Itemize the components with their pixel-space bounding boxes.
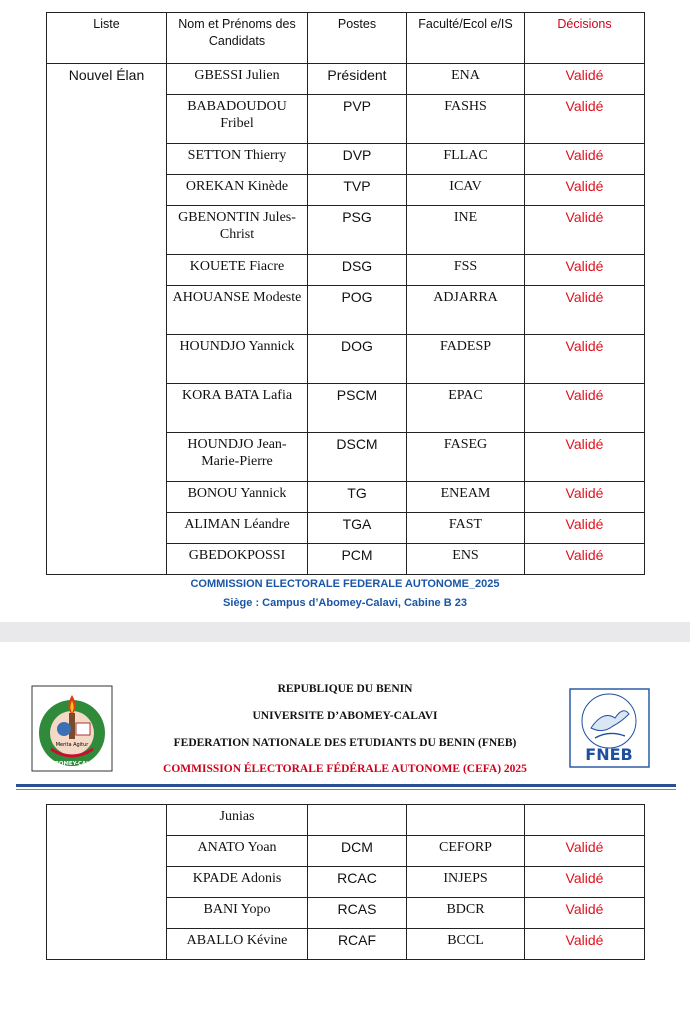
candidate-name: GBEDOKPOSSI [167,544,308,575]
decision-cell: Validé [525,384,645,433]
faculte-cell: ENS [407,544,525,575]
poste-cell: POG [308,286,407,335]
decision-cell: Validé [525,286,645,335]
candidate-name: KPADE Adonis [167,867,308,898]
poste-cell: TVP [308,175,407,206]
decision-cell: Validé [525,513,645,544]
decision-cell: Validé [525,175,645,206]
decision-cell [525,805,645,836]
faculte-cell: FLLAC [407,144,525,175]
faculte-cell: ICAV [407,175,525,206]
candidate-name: ALIMAN Léandre [167,513,308,544]
poste-cell: RCAC [308,867,407,898]
decision-cell: Validé [525,255,645,286]
faculte-cell: FSS [407,255,525,286]
faculte-cell [407,805,525,836]
faculte-cell: INJEPS [407,867,525,898]
poste-cell: DSCM [308,433,407,482]
decision-cell: Validé [525,482,645,513]
faculte-cell: FASHS [407,95,525,144]
decision-cell: Validé [525,64,645,95]
poste-cell: TG [308,482,407,513]
table-row [47,64,645,95]
candidate-name: BONOU Yannick [167,482,308,513]
candidate-name: KOUETE Fiacre [167,255,308,286]
liste-cell-empty [47,805,167,960]
candidate-name: ANATO Yoan [167,836,308,867]
candidate-name: HOUNDJO Yannick [167,335,308,384]
decision-cell: Validé [525,144,645,175]
fneb-logo [569,688,650,768]
poste-cell: DVP [308,144,407,175]
faculte-cell: FAST [407,513,525,544]
header-decisions: Décisions [525,13,645,64]
poste-cell: RCAS [308,898,407,929]
candidate-name: HOUNDJO Jean-Marie-Pierre [167,433,308,482]
table-row [47,805,645,836]
header-nom: Nom et Prénoms des Candidats [167,13,308,64]
poste-cell: DOG [308,335,407,384]
candidate-name: GBESSI Julien [167,64,308,95]
decision-cell: Validé [525,335,645,384]
poste-cell: PSCM [308,384,407,433]
poste-cell [308,805,407,836]
poste-cell: Président [308,64,407,95]
decision-cell: Validé [525,898,645,929]
svg-text:Merita Agitur: Merita Agitur [55,742,89,748]
candidate-name: OREKAN Kinède [167,175,308,206]
header-divider [16,784,676,787]
header-faculte: Faculté/Ecol e/IS [407,13,525,64]
faculte-cell: ENA [407,64,525,95]
faculte-cell: ADJARRA [407,286,525,335]
faculte-cell: EPAC [407,384,525,433]
candidates-table [46,12,645,575]
poste-cell: DSG [308,255,407,286]
faculte-cell: INE [407,206,525,255]
header-liste: Liste [47,13,167,64]
candidate-name: KORA BATA Lafia [167,384,308,433]
decision-cell: Validé [525,836,645,867]
candidate-name: AHOUANSE Modeste [167,286,308,335]
faculte-cell: FASEG [407,433,525,482]
poste-cell: PVP [308,95,407,144]
svg-text:FNEB: FNEB [585,745,633,764]
decision-cell: Validé [525,206,645,255]
candidate-name: Junias [167,805,308,836]
poste-cell: PSG [308,206,407,255]
decision-cell: Validé [525,867,645,898]
header-commission: COMMISSION ÉLECTORALE FÉDÉRALE AUTONOME (CEFA) 2025 [163,763,527,775]
footer-commission: COMMISSION ELECTORALE FEDERALE AUTONOME_2025 [190,578,500,590]
footer-address: Siège : Campus d’Abomey-Calavi, Cabine B 23 [223,597,467,609]
document-page-2 [0,642,690,1024]
decision-cell: Validé [525,95,645,144]
faculte-cell: FADESP [407,335,525,384]
poste-cell: PCM [308,544,407,575]
poste-cell: RCAF [308,929,407,960]
candidate-name: BABADOUDOU Fribel [167,95,308,144]
candidate-name: ABALLO Kévine [167,929,308,960]
header-divider-thin [16,789,676,790]
header-postes: Postes [308,13,407,64]
poste-cell: DCM [308,836,407,867]
university-logo [31,685,113,772]
faculte-cell: ENEAM [407,482,525,513]
faculte-cell: CEFORP [407,836,525,867]
table-header-row [47,13,645,64]
candidate-name: SETTON Thierry [167,144,308,175]
header-universite: UNIVERSITE D’ABOMEY-CALAVI [252,710,438,722]
poste-cell: TGA [308,513,407,544]
candidate-name: GBENONTIN Jules-Christ [167,206,308,255]
header-republique: REPUBLIQUE DU BENIN [277,683,413,695]
candidate-name: BANI Yopo [167,898,308,929]
candidates-table-continued [46,804,645,960]
decision-cell: Validé [525,433,645,482]
faculte-cell: BCCL [407,929,525,960]
faculte-cell: BDCR [407,898,525,929]
decision-cell: Validé [525,544,645,575]
liste-name: Nouvel Élan [47,64,167,575]
header-federation: FEDERATION NATIONALE DES ETUDIANTS DU BENIN (FNEB) [173,737,517,749]
svg-text:D'ABOMEY-CALAVI: D'ABOMEY-CALAVI [44,761,100,767]
decision-cell: Validé [525,929,645,960]
